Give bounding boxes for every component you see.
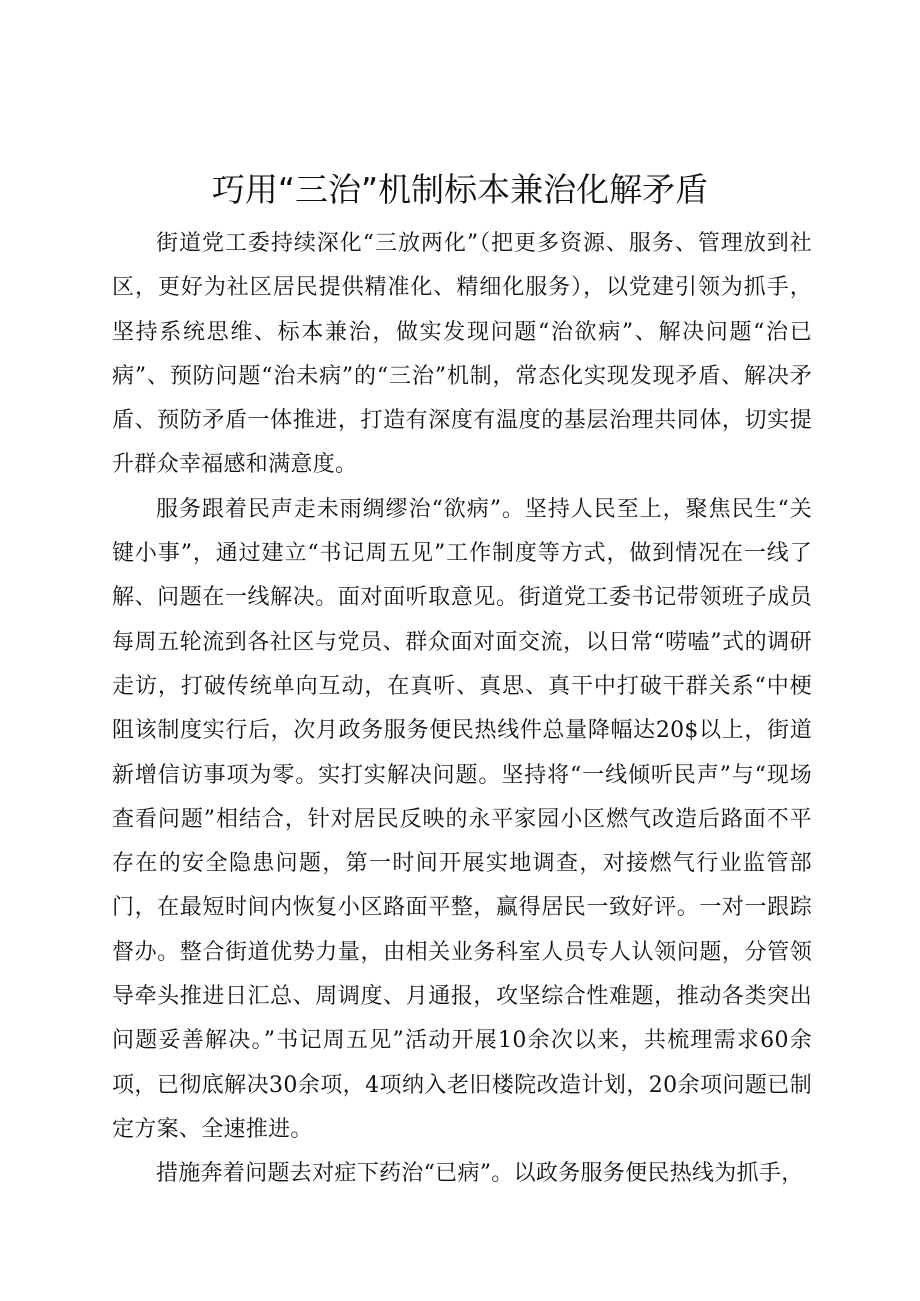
paragraph-measures: 措施奔着问题去对症下药治“已病”。以政务服务便民热线为抓手， [156, 1161, 804, 1187]
document-body [112, 222, 812, 1197]
paragraph-service: 服务跟着民声走未雨绸缪治“欲病”。坚持人民至上，聚焦民生“关键小事”，通过建立“书记周五见”工作制度等方式，做到情况在一线了解、问题在一线解决。面对面听取意见。街道党工委书记带领班子成员每周五轮流到各社区与党员、群众面对面交流，以日常“唠嗑”式的调研走访，打破传统单向互动，在真听、真思、真干中打破干群关系“中梗阻该制度实行后，次月政务服务便民热线件总量降幅达20$以上，街道新增信访事项为零。实打实解决问题。坚持将“一线倾听民声”与“现场查看问题”相结合，针对居民反映的永平家园小区燃气改造后路面不平存在的安全隐患问题，第一时间开展实地调查，对接燃气行业监管部门，在最短时间内恢复小区路面平整，赢得居民一致好评。一对一跟踪督办。整合街道优势力量，由相关业务科室人员专人认领问题，分管领导牵头推进日汇总、周调度、月通报，攻坚综合性难题，推动各类突出问题妥善解决。”书记周五见”活动开展10余次以来，共梳理需求60余项，已彻底解决30余项，4项纳入老旧楼院改造计划，20余项问题已制定方案、全速推进。 [112, 496, 812, 1142]
paragraph-intro: 街道党工委持续深化“三放两化”（把更多资源、服务、管理放到社区，更好为社区居民提供精准化、精细化服务），以党建引领为抓手，坚持系统思维、标本兼治，做实发现问题“治欲病”、解决问题“治已病”、预防问题“治未病”的“三治”机制，常态化实现发现矛盾、解决矛盾、预防矛盾一体推进，打造有深度有温度的基层治理共同体，切实提升群众幸福感和满意度。 [112, 231, 812, 478]
document-title: 巧用“三治”机制标本兼治化解矛盾 [211, 170, 709, 209]
